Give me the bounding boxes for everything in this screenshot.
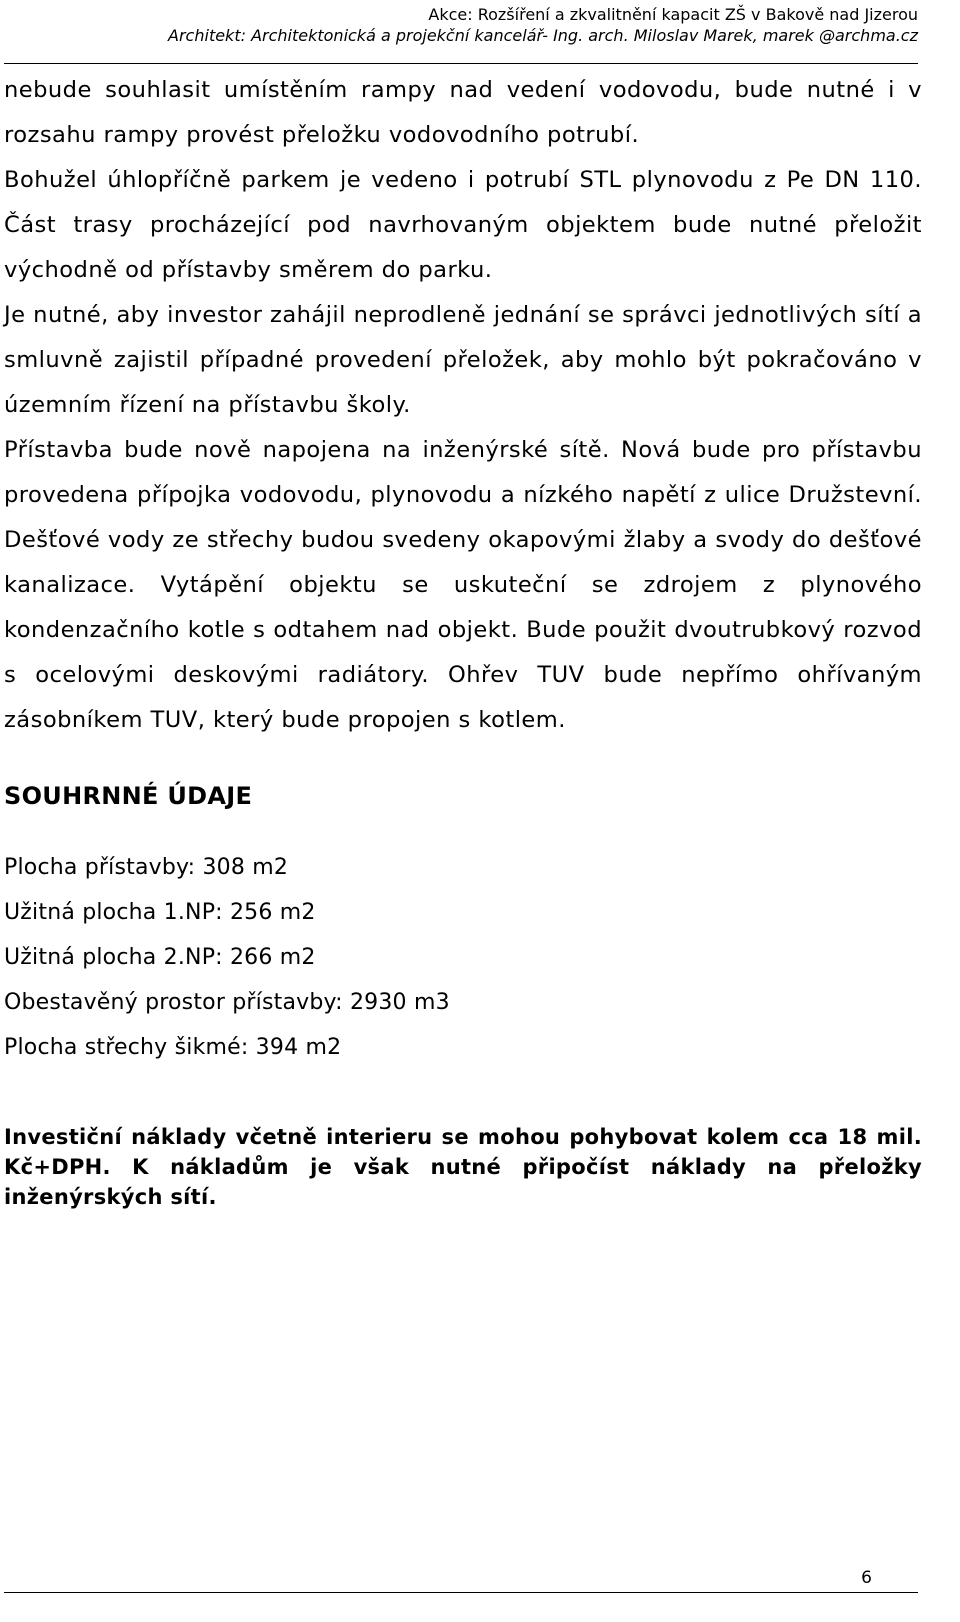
header-architect-line: Architekt: Architektonická a projekční kancelář- Ing. arch. Miloslav Marek, marek @archma.cz — [168, 26, 918, 45]
body-text — [4, 68, 922, 743]
paragraph-gas-pipe: Bohužel úhlopříčně parkem je vedeno i potrubí STL plynovodu z Pe DN 110. Část trasy procházející pod navrhovaným objektem bude nutné přeložit východně od přístavby směrem do parku. — [4, 167, 922, 283]
summary-item-built-volume: Obestavěný prostor přístavby: 2930 m3 — [4, 990, 450, 1015]
summary-item-extension-area: Plocha přístavby: 308 m2 — [4, 855, 289, 880]
page-header — [168, 4, 918, 46]
summary-item-usable-area-2np: Užitná plocha 2.NP: 266 m2 — [4, 945, 316, 970]
investment-cost-note: Investiční náklady včetně interieru se mohou pohybovat kolem cca 18 mil. Kč+DPH. K nákladům je však nutné připočíst náklady na přeložky inženýrských sítí. — [4, 1125, 922, 1209]
summary-item-usable-area-1np: Užitná plocha 1.NP: 256 m2 — [4, 900, 316, 925]
page-number: 6 — [861, 1568, 872, 1588]
summary-item-roof-area: Plocha střechy šikmé: 394 m2 — [4, 1035, 342, 1060]
header-divider — [4, 63, 918, 64]
paragraph-utilities: Přístavba bude nově napojena na inženýrské sítě. Nová bude pro přístavbu provedena přípojka vodovodu, plynovodu a nízkého napětí z ulice Družstevní. Dešťové vody ze střechy budou svedeny okapovými žlaby a svody do dešťové kanalizace. Vytápění objektu se uskuteční se zdrojem z plynového kondenzačního kotle s odtahem nad objekt. Bude použit dvoutrubkový rozvod s ocelovými deskovými radiátory. Ohřev TUV bude nepřímo ohřívaným zásobníkem TUV, který bude propojen s kotlem. — [4, 437, 922, 733]
paragraph-water-pipe: nebude souhlasit umístěním rampy nad vedení vodovodu, bude nutné i v rozsahu rampy provést přeložku vodovodního potrubí. — [4, 77, 922, 148]
summary-list — [4, 845, 450, 1070]
header-project-line: Akce: Rozšíření a zkvalitnění kapacit ZŠ v Bakově nad Jizerou — [428, 5, 918, 24]
summary-heading: SOUHRNNÉ ÚDAJE — [4, 782, 253, 810]
footer-divider — [4, 1592, 918, 1593]
paragraph-investor: Je nutné, aby investor zahájil neprodleně jednání se správci jednotlivých sítí a smluvně zajistil případné provedení přeložek, aby mohlo být pokračováno v územním řízení na přístavbu školy. — [4, 302, 922, 418]
